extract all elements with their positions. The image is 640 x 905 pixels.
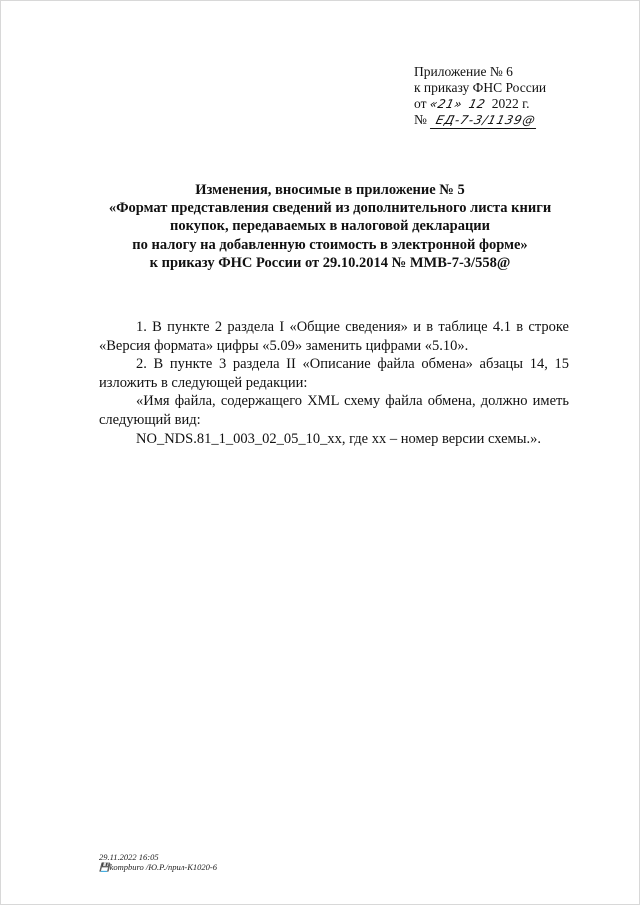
appendix-title: Приложение № 6 (414, 64, 513, 79)
body-quote-2: NO_NDS.81_1_003_02_05_10_xx, где xx – номер версии схемы.». (136, 430, 541, 447)
title-line-4: по налогу на добавленную стоимость в электронной форме» (132, 236, 528, 253)
appendix-block (414, 64, 614, 129)
handwritten-month: 12 (467, 97, 487, 111)
body-item-1: 1. В пункте 2 раздела I «Общие сведения» и в таблице 4.1 в строке «Версия формата» цифры «5.09» заменить цифрами «5.10». (99, 319, 569, 354)
title-line-5: к приказу ФНС России от 29.10.2014 № ММВ-7-3/558@ (149, 254, 511, 271)
appendix-order-ref: к приказу ФНС России (414, 80, 547, 95)
title-line-2: «Формат представления сведений из дополнительного листа книги (108, 200, 552, 217)
floppy-icon: 💾 (99, 862, 110, 872)
title-line-3: покупок, передаваемых в налоговой декларации (169, 218, 491, 235)
appendix-date (414, 96, 614, 112)
date-year: 2022 г. (491, 96, 530, 111)
handwritten-number: ЕД-7-3/1139@ (430, 112, 541, 129)
document-title (80, 181, 580, 272)
footer-timestamp: 29.11.2022 16:05 (99, 852, 159, 862)
footer-stamp (99, 852, 217, 872)
body-item-2: 2. В пункте 3 раздела II «Описание файла обмена» абзацы 14, 15 изложить в следующей редакции: (99, 356, 569, 391)
date-prefix: от (414, 96, 427, 111)
appendix-number (414, 112, 614, 129)
body-quote-1: «Имя файла, содержащего XML схему файла обмена, должно иметь следующий вид: (99, 393, 569, 428)
handwritten-day: «21» (428, 97, 464, 111)
footer-path: 💾kompburo /Ю.Р./прил-К1020-6 (99, 862, 217, 872)
title-line-1: Изменения, вносимые в приложение № 5 (195, 182, 465, 198)
document-body (99, 318, 569, 448)
number-prefix: № (414, 112, 427, 127)
